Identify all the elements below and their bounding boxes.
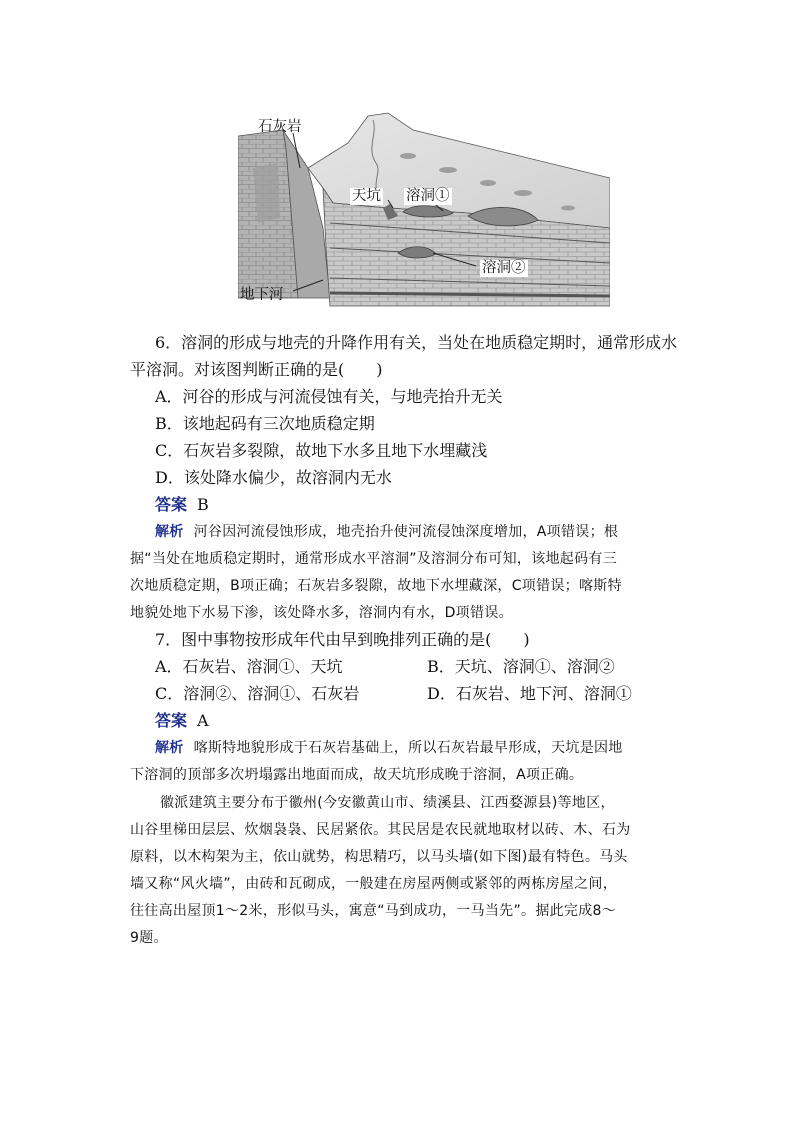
q6-analysis-label: 解析 <box>155 524 184 540</box>
label-underground-river: 地下河 <box>240 287 284 303</box>
q6-option-c: C．石灰岩多裂隙，故地下水多且地下水埋藏浅 <box>155 441 488 460</box>
q7-stem: 7．图中事物按形成年代由早到晚排列正确的是( ) <box>155 630 530 649</box>
q6-answer-value: B <box>197 495 209 514</box>
passage-line-4: 墙又称“风火墙”，由砖和瓦砌成，一般建在房屋两侧或紧邻的两栋房屋之间， <box>130 876 618 892</box>
doline <box>514 190 532 196</box>
passage-line-6: 9题。 <box>130 930 168 946</box>
passage-line-1: 徽派建筑主要分布于徽州(今安徽黄山市、绩溪县、江西婺源县)等地区， <box>160 795 615 811</box>
q6-answer-label: 答案 <box>155 495 188 514</box>
doline <box>400 153 416 159</box>
doline <box>480 180 496 186</box>
doline <box>439 167 457 173</box>
q7-answer-value: A <box>197 711 209 730</box>
karst-illustration <box>238 108 610 313</box>
label-cave-1: 溶洞① <box>406 188 450 204</box>
q6-option-b: B．该地起码有三次地质稳定期 <box>155 414 375 433</box>
q7-analysis-text-1: 喀斯特地貌形成于石灰岩基础上，所以石灰岩最早形成，天坑是因地 <box>193 740 623 756</box>
q7-option-a: A．石灰岩、溶洞①、天坑 <box>155 657 343 676</box>
q6-answer <box>155 495 209 515</box>
q6-option-d: D．该处降水偏少，故溶洞内无水 <box>155 468 392 487</box>
q6-stem-line-2: 平溶洞。对该图判断正确的是( ) <box>130 360 383 379</box>
label-cave-2: 溶洞② <box>482 260 526 276</box>
q6-stem-line-1: 6．溶洞的形成与地壳的升降作用有关，当处在地质稳定期时，通常形成水 <box>155 333 678 352</box>
q7-option-c: C．溶洞②、溶洞①、石灰岩 <box>155 684 360 703</box>
q6-analysis-line-3: 次地质稳定期，B项正确；石灰岩多裂隙，故地下水埋藏深，C项错误；喀斯特 <box>130 578 622 594</box>
q6-analysis-line-2: 据“当处在地质稳定期时，通常形成水平溶洞”及溶洞分布可知，该地起码有三 <box>130 551 618 567</box>
label-sinkhole: 天坑 <box>352 188 381 204</box>
q7-analysis-line-1 <box>155 738 623 758</box>
q6-option-a: A．河谷的形成与河流侵蚀有关，与地壳抬升无关 <box>155 387 503 406</box>
passage-line-3: 原料，以木构架为主，依山就势，构思精巧，以马头墙(如下图)最有特色。马头 <box>130 849 628 865</box>
q7-analysis-label: 解析 <box>155 740 184 756</box>
q6-analysis-line-4: 地貌处地下水易下渗，该处降水多，溶洞内有水，D项错误。 <box>130 605 513 621</box>
q7-option-d: D．石灰岩、地下河、溶洞① <box>427 684 632 703</box>
karst-block-diagram <box>238 108 610 313</box>
passage-line-2: 山谷里梯田层层、炊烟袅袅、民居紧依。其民居是农民就地取材以砖、木、石为 <box>130 822 631 838</box>
q7-answer-label: 答案 <box>155 711 188 730</box>
doline <box>561 206 575 211</box>
q6-analysis-text-1: 河谷因河流侵蚀形成，地壳抬升使河流侵蚀深度增加，A项错误；根 <box>193 524 619 540</box>
passage-line-5: 往往高出屋顶1～2米，形似马头，寓意“马到成功，一马当先”。据此完成8～ <box>130 903 617 919</box>
label-limestone: 石灰岩 <box>258 119 302 135</box>
q7-answer <box>155 711 209 731</box>
q7-option-b: B．天坑、溶洞①、溶洞② <box>427 657 615 676</box>
q7-analysis-line-2: 下溶洞的顶部多次坍塌露出地面而成，故天坑形成晚于溶洞，A项正确。 <box>130 767 584 783</box>
q6-analysis-line-1 <box>155 522 618 542</box>
